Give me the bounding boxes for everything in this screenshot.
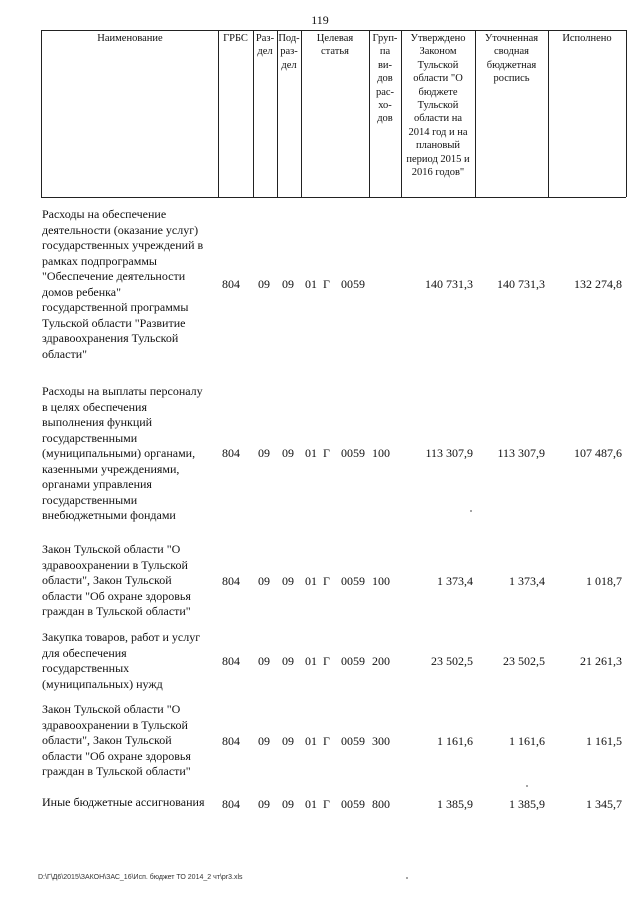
row-name-line: области", Закон Тульской bbox=[42, 733, 172, 747]
row-name-line: для обеспечения bbox=[42, 645, 127, 660]
row-grbs: 804 bbox=[222, 277, 240, 291]
row-name-line: рамках подпрограммы bbox=[42, 253, 157, 268]
header-line: Под- bbox=[278, 33, 300, 44]
row-target-c: 0059 bbox=[341, 654, 365, 668]
header-divider bbox=[401, 30, 402, 197]
scan-speck bbox=[470, 510, 472, 512]
row-name-line: здравоохранения Тульской bbox=[42, 331, 179, 345]
row-name-line: Иные бюджетные ассигнования bbox=[42, 795, 205, 809]
header-line: бюджете bbox=[418, 86, 458, 98]
row-name-line: области "Об охране здоровья bbox=[42, 588, 191, 603]
page-number: 119 bbox=[311, 13, 329, 27]
header-divider bbox=[277, 30, 278, 197]
row-executed: 1 161,5 bbox=[586, 734, 622, 748]
row-name-line: области" bbox=[42, 346, 88, 361]
row-target-a: 01 bbox=[305, 446, 317, 460]
row-target-c: 0059 bbox=[341, 797, 365, 811]
row-name-line: Расходы на обеспечение bbox=[42, 207, 167, 221]
row-executed: 1 345,7 bbox=[586, 797, 622, 811]
row-approved: 140 731,3 bbox=[425, 277, 473, 291]
row-name-line: государственных учреждений в bbox=[42, 238, 204, 252]
header-line: Раз- bbox=[255, 33, 275, 44]
row-grbs: 804 bbox=[222, 797, 240, 811]
row-name-line: государственной программы bbox=[42, 300, 189, 314]
row-name-line: граждан в Тульской области" bbox=[42, 604, 191, 618]
header-line: па bbox=[379, 46, 391, 58]
row-group: 100 bbox=[372, 574, 390, 588]
row-name bbox=[42, 630, 220, 692]
header-line: области "О bbox=[413, 73, 463, 85]
row-refined: 1 161,6 bbox=[509, 734, 545, 748]
row-grbs: 804 bbox=[222, 734, 240, 748]
header-grbs: ГРБС bbox=[223, 33, 248, 44]
row-target-c: 0059 bbox=[341, 277, 365, 291]
header-line: дов bbox=[377, 113, 393, 125]
row-podrazdel: 09 bbox=[282, 734, 294, 748]
header-line: сводная bbox=[494, 46, 529, 58]
header-line: бюджетная bbox=[486, 59, 537, 71]
row-name-line: органами управления bbox=[42, 477, 152, 491]
row-name bbox=[42, 542, 220, 620]
header-divider bbox=[41, 30, 42, 197]
row-group: 300 bbox=[372, 734, 390, 748]
row-razdel: 09 bbox=[258, 446, 270, 460]
row-name-line: деятельности (оказание услуг) bbox=[42, 222, 199, 237]
row-approved: 1 385,9 bbox=[437, 797, 473, 811]
row-podrazdel: 09 bbox=[282, 277, 294, 291]
header-line: дел bbox=[281, 59, 297, 71]
header-podrazdel bbox=[277, 30, 301, 197]
row-executed: 1 018,7 bbox=[586, 574, 622, 588]
header-line: хо- bbox=[378, 100, 392, 112]
row-name bbox=[42, 702, 220, 780]
row-name-line: граждан в Тульской области" bbox=[42, 764, 191, 778]
row-executed: 21 261,3 bbox=[580, 654, 622, 668]
row-name-line: (муниципальными) органами, bbox=[42, 446, 196, 460]
row-razdel: 09 bbox=[258, 654, 270, 668]
header-line: Уточненная bbox=[484, 33, 539, 44]
header-divider bbox=[475, 30, 476, 197]
header-divider bbox=[301, 30, 302, 197]
row-target-b: Г bbox=[323, 734, 330, 748]
row-name-line: области "Об охране здоровья bbox=[42, 748, 191, 763]
row-podrazdel: 09 bbox=[282, 654, 294, 668]
row-grbs: 804 bbox=[222, 654, 240, 668]
row-grbs: 804 bbox=[222, 574, 240, 588]
row-target-c: 0059 bbox=[341, 446, 365, 460]
row-name-line: государственных bbox=[42, 661, 130, 675]
row-target-b: Г bbox=[323, 446, 330, 460]
row-executed: 107 487,6 bbox=[574, 446, 622, 460]
scan-speck bbox=[406, 877, 408, 879]
header-line: Груп- bbox=[372, 33, 398, 44]
header-line: рас- bbox=[375, 86, 395, 98]
header-line: статья bbox=[321, 46, 349, 58]
row-approved: 23 502,5 bbox=[431, 654, 473, 668]
header-line: дел bbox=[257, 46, 273, 58]
header-line: дов bbox=[377, 73, 393, 85]
header-razdel bbox=[253, 30, 277, 197]
row-name-line: здравоохранении в Тульской bbox=[42, 557, 188, 572]
row-podrazdel: 09 bbox=[282, 574, 294, 588]
header-line: Утверждено bbox=[410, 33, 466, 44]
row-name bbox=[42, 207, 220, 362]
row-target-c: 0059 bbox=[341, 734, 365, 748]
header-top-border bbox=[41, 30, 626, 31]
row-target-c: 0059 bbox=[341, 574, 365, 588]
row-name-line: "Обеспечение деятельности bbox=[42, 269, 186, 283]
header-line: раз- bbox=[280, 46, 298, 58]
row-razdel: 09 bbox=[258, 797, 270, 811]
row-razdel: 09 bbox=[258, 734, 270, 748]
header-executed: Исполнено bbox=[562, 33, 612, 44]
row-group: 100 bbox=[372, 446, 390, 460]
scan-speck bbox=[526, 785, 528, 787]
header-refined bbox=[475, 30, 548, 197]
row-name-line: государственными bbox=[42, 430, 138, 445]
row-name-line: Закупка товаров, работ и услуг bbox=[42, 630, 201, 644]
row-target-a: 01 bbox=[305, 797, 317, 811]
row-refined: 1 373,4 bbox=[509, 574, 545, 588]
header-line: 2014 год и на bbox=[408, 126, 468, 138]
row-podrazdel: 09 bbox=[282, 797, 294, 811]
row-name bbox=[42, 384, 220, 524]
row-name-line: области", Закон Тульской bbox=[42, 573, 172, 587]
header-divider bbox=[626, 30, 627, 197]
header-name: Наименование bbox=[97, 33, 163, 44]
header-line: 2016 годов" bbox=[411, 167, 465, 179]
row-target-a: 01 bbox=[305, 654, 317, 668]
header-line: ви- bbox=[377, 59, 393, 71]
header-line: области на bbox=[413, 113, 462, 125]
row-name-line: казенными учреждениями, bbox=[42, 461, 180, 476]
row-name bbox=[42, 795, 220, 811]
row-name-line: государственными bbox=[42, 492, 138, 507]
header-line: плановый bbox=[415, 140, 461, 152]
row-target-b: Г bbox=[323, 654, 330, 668]
header-divider bbox=[548, 30, 549, 197]
row-name-line: выполнения функций bbox=[42, 415, 153, 429]
row-executed: 132 274,8 bbox=[574, 277, 622, 291]
row-target-b: Г bbox=[323, 277, 330, 291]
row-name-line: Тульской области "Развитие bbox=[42, 315, 186, 330]
header-line: Тульской bbox=[417, 59, 459, 71]
row-target-a: 01 bbox=[305, 734, 317, 748]
row-refined: 23 502,5 bbox=[503, 654, 545, 668]
row-name-line: внебюджетными фондами bbox=[42, 508, 176, 522]
header-line: Тульской bbox=[417, 100, 459, 112]
row-approved: 1 161,6 bbox=[437, 734, 473, 748]
row-refined: 140 731,3 bbox=[497, 277, 545, 291]
row-grbs: 804 bbox=[222, 446, 240, 460]
header-divider bbox=[369, 30, 370, 197]
row-name-line: (муниципальных) нужд bbox=[42, 676, 163, 691]
header-line: Законом bbox=[419, 46, 457, 58]
header-bottom-border bbox=[41, 197, 626, 198]
row-name-line: Закон Тульской области "О bbox=[42, 542, 181, 556]
row-target-a: 01 bbox=[305, 277, 317, 291]
row-name-line: в целях обеспечения bbox=[42, 399, 147, 414]
header-target bbox=[301, 30, 369, 197]
row-name-line: Расходы на выплаты персоналу bbox=[42, 384, 203, 398]
row-name-line: домов ребенка" bbox=[42, 284, 122, 299]
row-razdel: 09 bbox=[258, 277, 270, 291]
row-razdel: 09 bbox=[258, 574, 270, 588]
row-refined: 1 385,9 bbox=[509, 797, 545, 811]
row-approved: 113 307,9 bbox=[425, 446, 473, 460]
row-refined: 113 307,9 bbox=[497, 446, 545, 460]
header-line: роспись bbox=[493, 73, 530, 85]
header-line: период 2015 и bbox=[406, 153, 470, 165]
row-target-b: Г bbox=[323, 797, 330, 811]
header-approved bbox=[401, 30, 475, 197]
row-name-line: Закон Тульской области "О bbox=[42, 702, 181, 716]
row-name-line: здравоохранении в Тульской bbox=[42, 717, 188, 732]
header-divider bbox=[253, 30, 254, 197]
row-group: 800 bbox=[372, 797, 390, 811]
row-approved: 1 373,4 bbox=[437, 574, 473, 588]
header-group bbox=[369, 30, 401, 197]
row-group: 200 bbox=[372, 654, 390, 668]
row-target-b: Г bbox=[323, 574, 330, 588]
header-line: Целевая bbox=[316, 33, 354, 44]
row-target-a: 01 bbox=[305, 574, 317, 588]
header-divider bbox=[218, 30, 219, 197]
row-podrazdel: 09 bbox=[282, 446, 294, 460]
file-path-footer: D:\Г\Д6\2015\ЗАКОН\ЗАС_16\Исп. бюджет ТО 2014_2 чт\pr3.xls bbox=[38, 874, 243, 881]
